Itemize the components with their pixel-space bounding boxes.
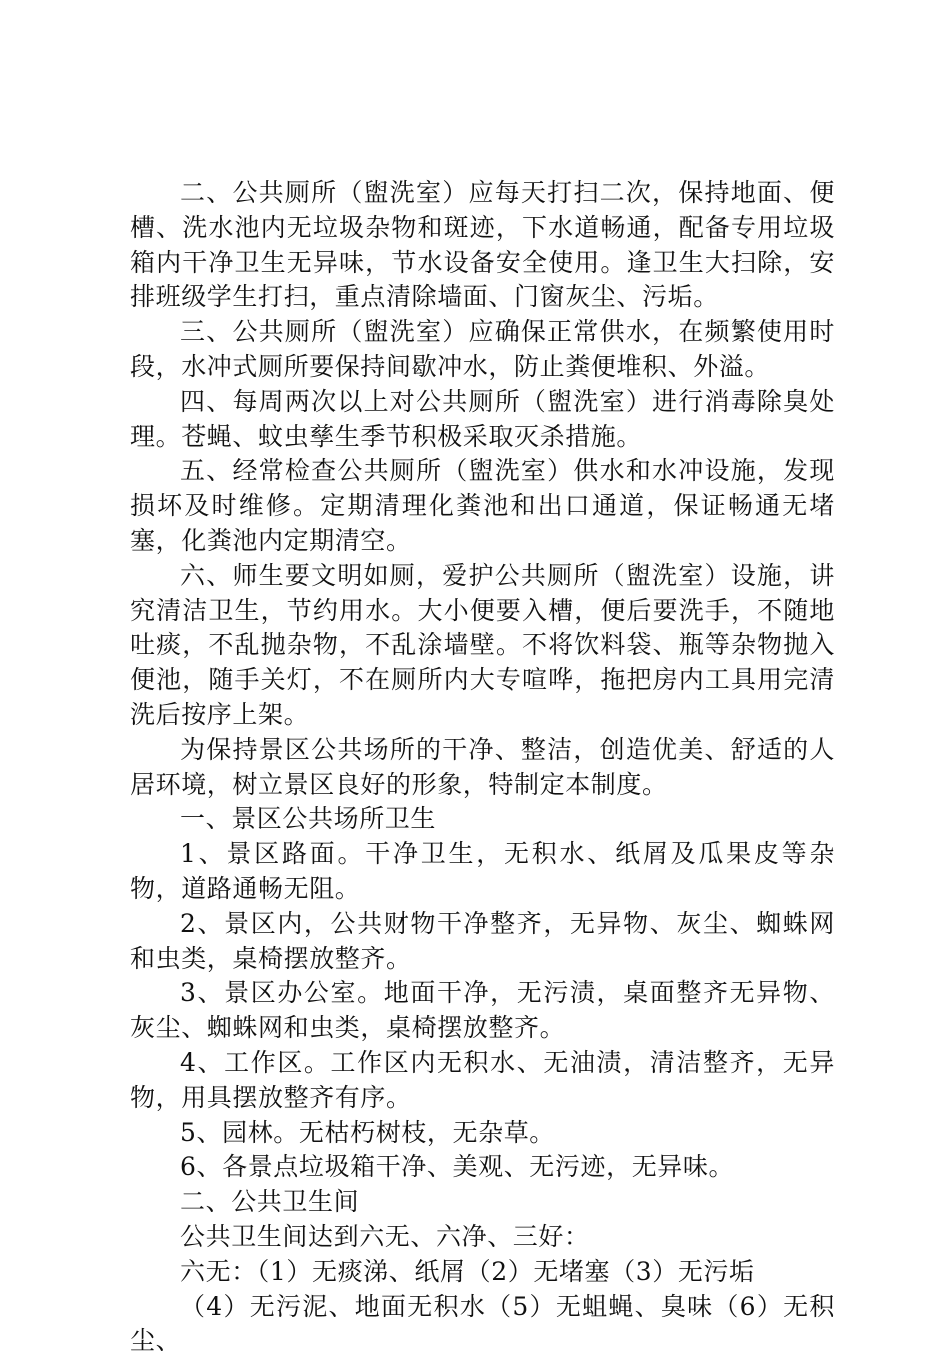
list-item-office: 3、景区办公室。地面干净，无污渍，桌面整齐无异物、灰尘、蜘蛛网和虫类，桌椅摆放整齐。 — [130, 976, 835, 1046]
section-heading-public-places: 一、景区公共场所卫生 — [130, 802, 835, 837]
list-item-trash-bins: 6、各景点垃圾箱干净、美观、无污迹，无异味。 — [130, 1150, 835, 1185]
document-body — [130, 176, 835, 1359]
list-item-work-area: 4、工作区。工作区内无积水、无油渍，清洁整齐，无异物，用具摆放整齐有序。 — [130, 1046, 835, 1116]
paragraph-disinfection: 四、每周两次以上对公共厕所（盥洗室）进行消毒除臭处理。苍蝇、蚊虫孳生季节积极采取灭杀措施。 — [130, 385, 835, 455]
paragraph-toilet-cleaning: 二、公共厕所（盥洗室）应每天打扫二次，保持地面、便槽、洗水池内无垃圾杂物和斑迹，下水道畅通，配备专用垃圾箱内干净卫生无异味，节水设备安全使用。逢卫生大扫除，安排班级学生打扫，重点清除墙面、门窗灰尘、污垢。 — [130, 176, 835, 315]
paragraph-scenic-intro: 为保持景区公共场所的干净、整洁，创造优美、舒适的人居环境，树立景区良好的形象，特制定本制度。 — [130, 733, 835, 803]
paragraph-six-nos: 六无：（1）无痰涕、纸屑（2）无堵塞（3）无污垢 — [130, 1255, 835, 1290]
list-item-roads: 1、景区路面。干净卫生，无积水、纸屑及瓜果皮等杂物，道路通畅无阻。 — [130, 837, 835, 907]
paragraph-six-nos-continued: （4）无污泥、地面无积水（5）无蛆蝇、臭味（6）无积尘、 — [130, 1290, 835, 1359]
section-heading-restrooms: 二、公共卫生间 — [130, 1185, 835, 1220]
list-item-gardens: 5、园林。无枯朽树枝，无杂草。 — [130, 1116, 835, 1151]
list-item-public-property: 2、景区内，公共财物干净整齐，无异物、灰尘、蜘蛛网和虫类，桌椅摆放整齐。 — [130, 907, 835, 977]
paragraph-maintenance: 五、经常检查公共厕所（盥洗室）供水和水冲设施，发现损坏及时维修。定期清理化粪池和出口通道，保证畅通无堵塞，化粪池内定期清空。 — [130, 454, 835, 558]
paragraph-water-supply: 三、公共厕所（盥洗室）应确保正常供水，在频繁使用时段，水冲式厕所要保持间歇冲水，防止粪便堆积、外溢。 — [130, 315, 835, 385]
paragraph-restroom-standards: 公共卫生间达到六无、六净、三好： — [130, 1220, 835, 1255]
paragraph-civilized-use: 六、师生要文明如厕，爱护公共厕所（盥洗室）设施，讲究清洁卫生，节约用水。大小便要入槽，便后要洗手，不随地吐痰，不乱抛杂物，不乱涂墙壁。不将饮料袋、瓶等杂物抛入便池，随手关灯，不在厕所内大专喧哗，拖把房内工具用完清洗后按序上架。 — [130, 559, 835, 733]
